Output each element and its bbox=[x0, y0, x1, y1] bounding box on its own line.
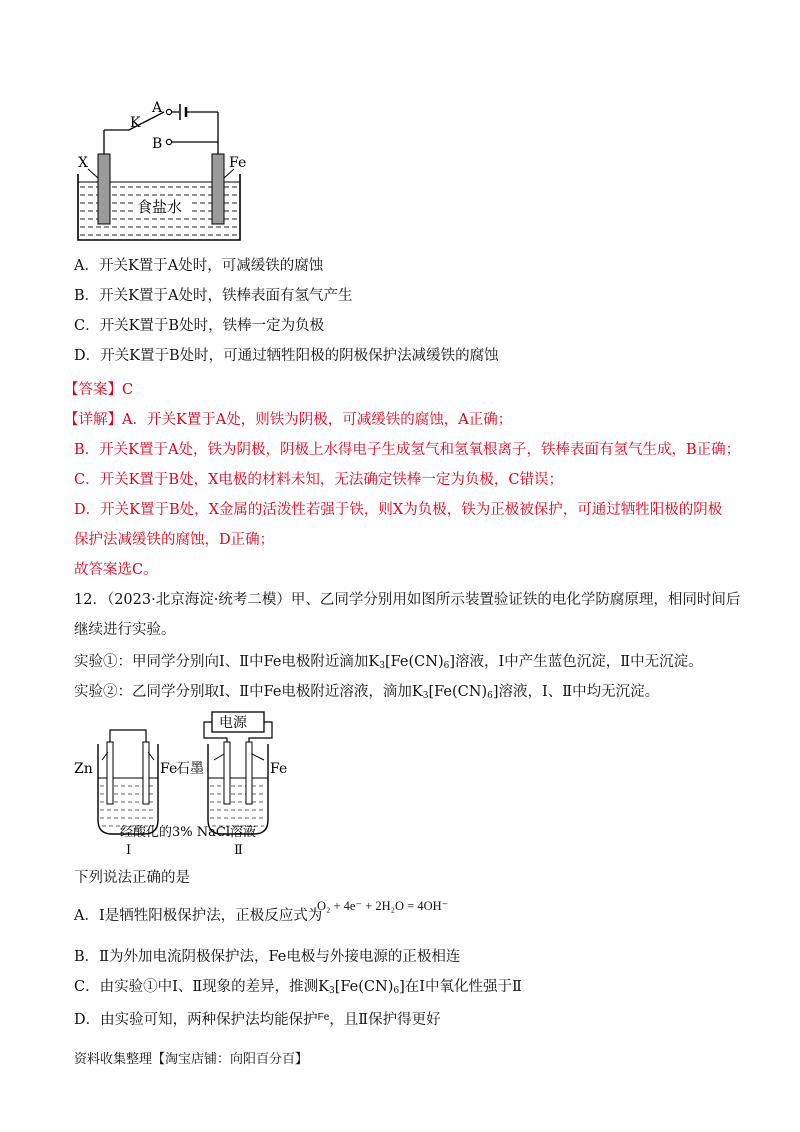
explanation-line-2: B．开关K置于A处，铁为阴极，阴极上水得电子生成氢气和氢氧根离子，铁棒表面有氢气生成，B正确； bbox=[74, 442, 741, 458]
beaker-1 bbox=[98, 730, 158, 834]
q12-option-d: D．由实验可知，两种保护法均能保护$^{Fe}$，且Ⅱ保护得更好 bbox=[74, 1012, 441, 1028]
label-a: A bbox=[152, 100, 163, 116]
label-setup-1: Ⅰ bbox=[126, 843, 132, 858]
electrode-zn bbox=[107, 742, 113, 804]
q12-experiment-1: 实验①：甲同学分别向Ⅰ、Ⅱ中Fe电极附近滴加$K_3[Fe(CN)_6]$溶液，Ⅰ中产生蓝色沉淀，Ⅱ中无沉淀。 bbox=[74, 654, 703, 671]
q11-option-a: A．开关K置于A处时，可减缓铁的腐蚀 bbox=[74, 258, 324, 274]
answer-value: C bbox=[122, 382, 134, 398]
explanation-line-1: 【详解】A．开关K置于A处，则铁为阴极，可减缓铁的腐蚀，A正确； bbox=[64, 412, 513, 428]
q12-option-a: A．Ⅰ是牺牲阳极保护法，正极反应式为 bbox=[74, 908, 323, 924]
electrode-fe-2 bbox=[246, 742, 252, 804]
label-x: X bbox=[78, 155, 88, 171]
label-power-supply: 电源 bbox=[219, 715, 247, 731]
label-k: K bbox=[130, 115, 141, 131]
explanation-tag: 【详解】 bbox=[64, 412, 122, 428]
label-fe-1: Fe bbox=[160, 761, 178, 777]
label-fe-2: Fe bbox=[270, 761, 288, 777]
q11-option-c: C．开关K置于B处时，铁棒一定为负极 bbox=[74, 318, 325, 334]
label-setup-2: Ⅱ bbox=[234, 843, 243, 858]
electrode-fe bbox=[212, 154, 224, 224]
q12-option-c: C．由实验①中Ⅰ、Ⅱ现象的差异，推测$K_3[Fe(CN)_6]$在Ⅰ中氧化性强于Ⅱ bbox=[74, 979, 522, 996]
explanation-conclusion: 故答案选C。 bbox=[74, 562, 158, 578]
electrode-x bbox=[98, 154, 110, 224]
electrode-fe-1 bbox=[143, 742, 149, 804]
q12-stem-2: 继续进行实验。 bbox=[74, 622, 176, 638]
answer-tag: 【答案】 bbox=[64, 382, 122, 398]
label-b: B bbox=[152, 136, 163, 152]
q12-experiment-2: 实验②：乙同学分别取Ⅰ、Ⅱ中Fe电极附近溶液，滴加$K_3[Fe(CN)_6]$溶液，Ⅰ、Ⅱ中均无沉淀。 bbox=[74, 684, 660, 701]
q12-prompt: 下列说法正确的是 bbox=[74, 870, 190, 886]
explanation-line-5: 保护法减缓铁的腐蚀，D正确； bbox=[74, 532, 275, 548]
explanation-line-3: C．开关K置于B处，X电极的材料未知，无法确定铁棒一定为负极，C错误； bbox=[74, 472, 563, 488]
q12-stem-1: 12．（2023·北京海淀·统考二模）甲、乙同学分别用如图所示装置验证铁的电化学防腐原理，相同时间后 bbox=[74, 592, 741, 608]
q11-option-d: D．开关K置于B处时，可通过牺牲阳极的阴极保护法减缓铁的腐蚀 bbox=[74, 348, 499, 364]
solution-label: 食盐水 bbox=[137, 198, 183, 216]
label-graphite: 石墨 bbox=[176, 761, 204, 777]
label-fe: Fe bbox=[229, 155, 247, 171]
q12-option-a-formula: O₂ + 4e⁻ + 2H₂O = 4OH⁻ bbox=[317, 899, 449, 913]
figure-2-protection-setups bbox=[74, 708, 314, 858]
explanation-line-4: D．开关K置于B处，X金属的活泼性若强于铁，则X为负极，铁为正极被保护，可通过牺牲阳极的阴极 bbox=[74, 502, 723, 518]
footer-source: 资料收集整理【淘宝店铺：向阳百分百】 bbox=[74, 1052, 309, 1067]
answer-line bbox=[64, 380, 133, 400]
q12-option-b: B．Ⅱ为外加电流阴极保护法，Fe电极与外接电源的正极相连 bbox=[74, 949, 461, 965]
label-zn: Zn bbox=[74, 761, 93, 777]
electrode-graphite bbox=[224, 742, 230, 804]
figure-1-electrolysis-cell bbox=[74, 96, 274, 246]
q11-option-b: B．开关K置于A处时，铁棒表面有氢气产生 bbox=[74, 288, 353, 304]
solution-caption: 经酸化的3% NaCl溶液 bbox=[120, 825, 256, 840]
